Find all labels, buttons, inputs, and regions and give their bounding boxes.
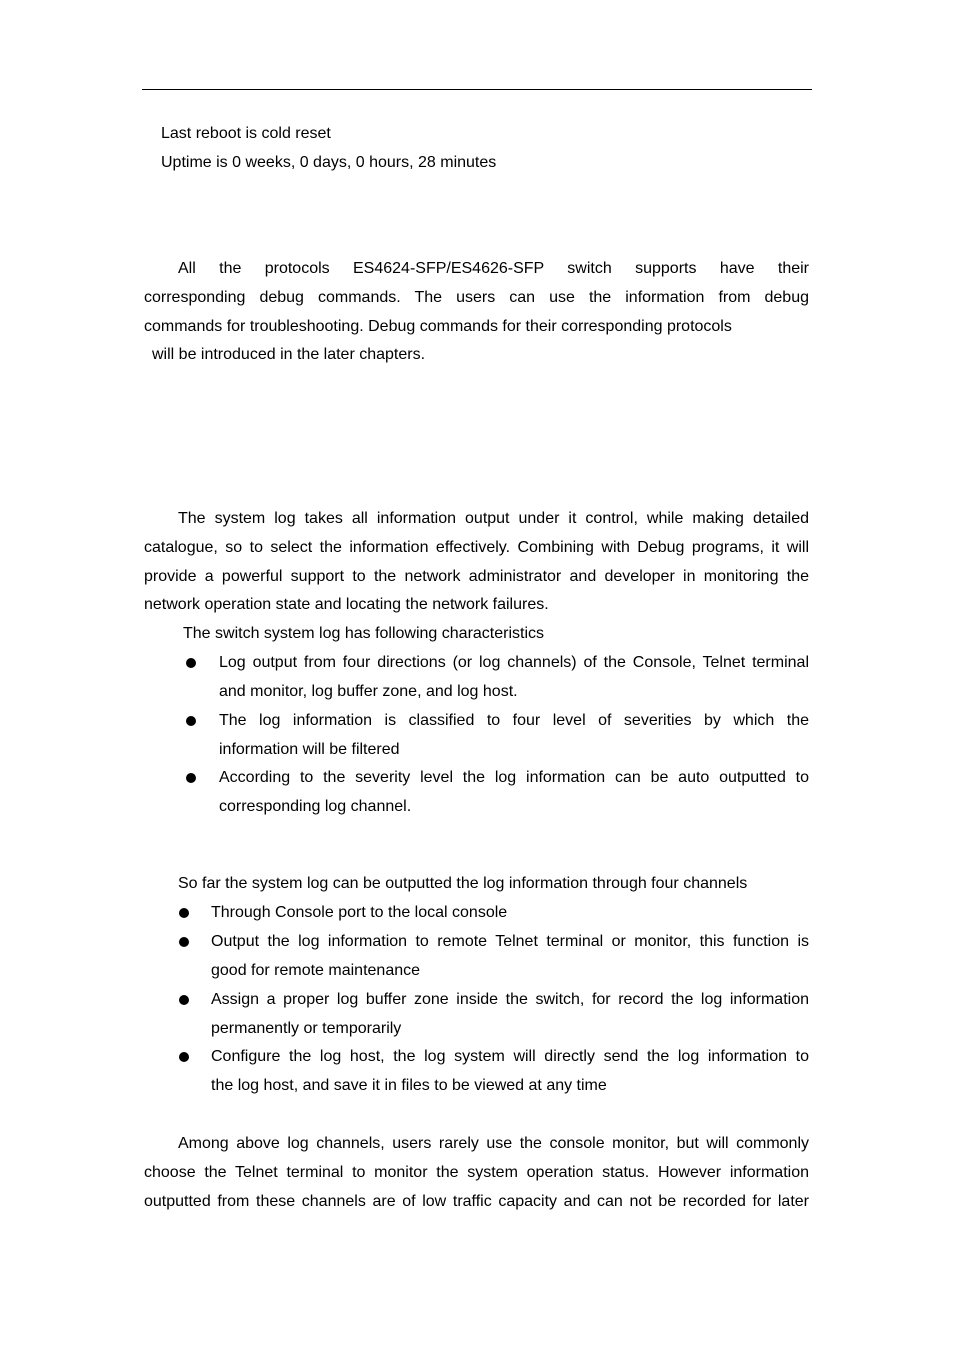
output-line-reboot: Last reboot is cold reset <box>161 125 331 142</box>
characteristic-2-line-2: information will be filtered <box>219 741 400 758</box>
characteristics-lead: The switch system log has following characteristics <box>183 625 545 642</box>
debug-paragraph-line-2: corresponding debug commands. The users can use the information from debug <box>144 289 809 306</box>
syslog-intro-line-3: provide a powerful support to the network administrator and developer in monitoring the <box>144 568 809 585</box>
debug-paragraph-line-1: All the protocols ES4624-SFP/ES4626-SFP switch supports have their <box>178 260 809 277</box>
debug-paragraph-line-4: will be introduced in the later chapters. <box>152 346 426 363</box>
characteristic-1-line-2: and monitor, log buffer zone, and log host. <box>219 683 518 700</box>
bullet-icon <box>179 937 189 947</box>
channel-4-line-1: Configure the log host, the log system will directly send the log information to <box>211 1048 809 1065</box>
header-rule <box>142 89 812 90</box>
bullet-icon <box>186 658 196 668</box>
closing-paragraph-line-1: Among above log channels, users rarely use the console monitor, but will commonly <box>178 1135 809 1152</box>
syslog-intro-line-4: network operation state and locating the network failures. <box>144 596 549 613</box>
channel-4-line-2: the log host, and save it in files to be viewed at any time <box>211 1077 607 1094</box>
channel-2-line-2: good for remote maintenance <box>211 962 421 979</box>
characteristic-3-line-1: According to the severity level the log information can be auto outputted to <box>219 769 809 786</box>
debug-paragraph-line-3: commands for troubleshooting. Debug commands for their corresponding protocols <box>144 318 732 335</box>
syslog-intro-line-1: The system log takes all information output under it control, while making detailed <box>178 510 809 527</box>
channel-3-line-2: permanently or temporarily <box>211 1020 402 1037</box>
channel-2-line-1: Output the log information to remote Telnet terminal or monitor, this function is <box>211 933 809 950</box>
bullet-icon <box>179 995 189 1005</box>
characteristic-2-line-1: The log information is classified to four level of severities by which the <box>219 712 809 729</box>
bullet-icon <box>186 716 196 726</box>
bullet-icon <box>179 1052 189 1062</box>
channel-1-line-1: Through Console port to the local console <box>211 904 508 921</box>
characteristic-3-line-2: corresponding log channel. <box>219 798 412 815</box>
bullet-icon <box>186 773 196 783</box>
channel-3-line-1: Assign a proper log buffer zone inside the switch, for record the log information <box>211 991 809 1008</box>
closing-paragraph-line-2: choose the Telnet terminal to monitor the system operation status. However information <box>144 1164 809 1181</box>
bullet-icon <box>179 908 189 918</box>
channels-lead: So far the system log can be outputted the log information through four channels <box>178 875 748 892</box>
characteristic-1-line-1: Log output from four directions (or log channels) of the Console, Telnet terminal <box>219 654 809 671</box>
syslog-intro-line-2: catalogue, so to select the information effectively. Combining with Debug programs, it will <box>144 539 809 556</box>
output-line-uptime: Uptime is 0 weeks, 0 days, 0 hours, 28 minutes <box>161 154 497 171</box>
closing-paragraph-line-3: outputted from these channels are of low traffic capacity and can not be recorded for later <box>144 1193 809 1210</box>
